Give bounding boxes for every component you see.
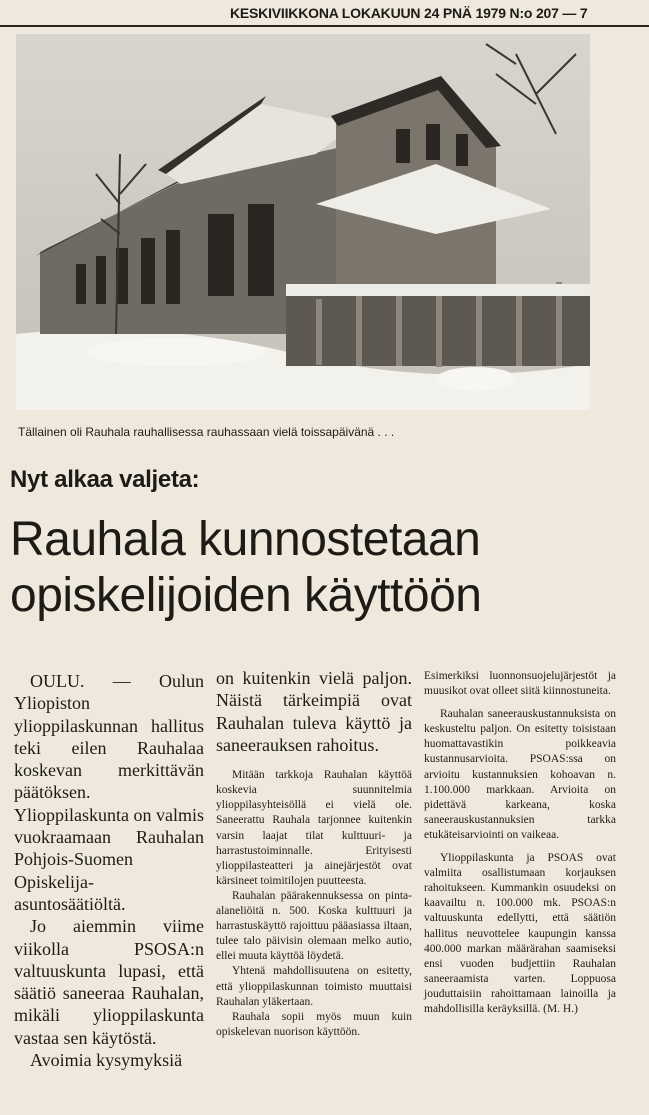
photo-caption: Tällainen oli Rauhala rauhallisessa rauhassaan vielä toissapäivänä . . . [18,425,395,439]
column-2-paragraph-3: Yhtenä mahdollisuutena on esitetty, että ylioppilaskunnan toimisto muuttaisi Rauhalan yläkertaan. [216,965,412,1008]
column-2-lead: on kuitenkin vielä paljon. Näistä tärkeimpiä ovat Rauhalan tuleva käyttö ja saneerauksen rahoitus. [216,668,412,755]
article-headline [10,512,640,624]
bleed-through-text [300,448,302,460]
column-1-paragraph-1: OULU. — Oulun Yliopiston ylioppilaskunnan hallitus teki eilen Rauhalaa koskevan merkittävän päätöksen. Ylioppilaskunta on valmis vuokraamaan Rauhalan Pohjois-Suomen Opiskelija-asuntosäätiöltä. [14,671,204,914]
article-kicker: Nyt alkaa valjeta: [10,466,200,493]
article-column-2 [216,667,412,1040]
column-2-paragraph-1: Mitään tarkkoja Rauhalan käyttöä koskevia suunnitelmia ylioppilasyhteisöllä ei vielä ole. Saneerattu Rauhala tarjonnee kuitenkin varsin laajat tilat kulttuuri- ja harrastustoiminnalle. Erityisesti ylioppilasteatteri ja ainejärjestöt ovat kärsineet toimitilojen puutteesta. [216,769,412,887]
headline-line-1: Rauhala kunnostetaan [10,513,481,566]
column-2-paragraph-2: Rauhalan päärakennuksessa on pinta-alaneliöitä n. 500. Koska kulttuuri ja harrastuskäyttö rajoittuu pääasiassa iltaan, tulee talo päivisin olemaan melko autio, ellei muuta käyttöä löydetä. [216,889,412,963]
rauhala-building-illustration [16,34,590,410]
article-column-3 [424,669,616,1017]
column-3-paragraph-3: Ylioppilaskunta ja PSOAS ovat valmiita osallistumaan korjauksen rahoitukseen. Kummankin osuudeksi on kaavailtu n. 100.000 mk. PSOAS:n valtuuskunta edellytti, että säätiön hallitus neuvottelee kaupungin kanssa 400.000 markan määrärahan saamiseksi ensi vuoden budjettiin Rauhalan saneeraamista varten. Loppuosa jouduttaisiin rahoittamaan lainoilla ja mahdollisilla keräyksillä. (M. H.) [424,852,616,1015]
column-1-paragraph-3: Avoimia kysymyksiä [30,1050,183,1071]
column-3-paragraph-2: Rauhalan saneerauskustannuksista on keskusteltu paljon. On esitetty toisistaan huomattavastikin poikkeavia kustannusarvioita. PSOAS:ssa on arvioitu kustannuksien kohoavan n. 1.100.000 markkaan. Arvioita on pidettävä karkeana, koska saneerauskustannuksien tarkka etukäteisarviointi on vaikeaa. [424,708,616,841]
headline-line-2: opiskelijoiden käyttöön [10,569,482,622]
header-rule [0,25,649,27]
column-1-paragraph-2: Jo aiemmin viime viikolla PSOSA:n valtuuskunta lupasi, että säätiö saneeraa Rauhalan, mikäli ylioppilaskunta vastaa sen käytöstä. [14,916,204,1048]
page-dateline: KESKIVIIKKONA LOKAKUUN 24 PNÄ 1979 N:o 207 — 7 [230,5,588,21]
article-column-1 [14,670,204,1071]
column-2-paragraph-4: Rauhala sopii myös muun kuin opiskelevan nuorison käyttöön. [216,1010,412,1038]
column-3-paragraph-1: Esimerkiksi luonnonsuojelujärjestöt ja muusikot ovat olleet siitä kiinnostuneita. [424,670,616,698]
rauhala-photo [16,34,590,410]
